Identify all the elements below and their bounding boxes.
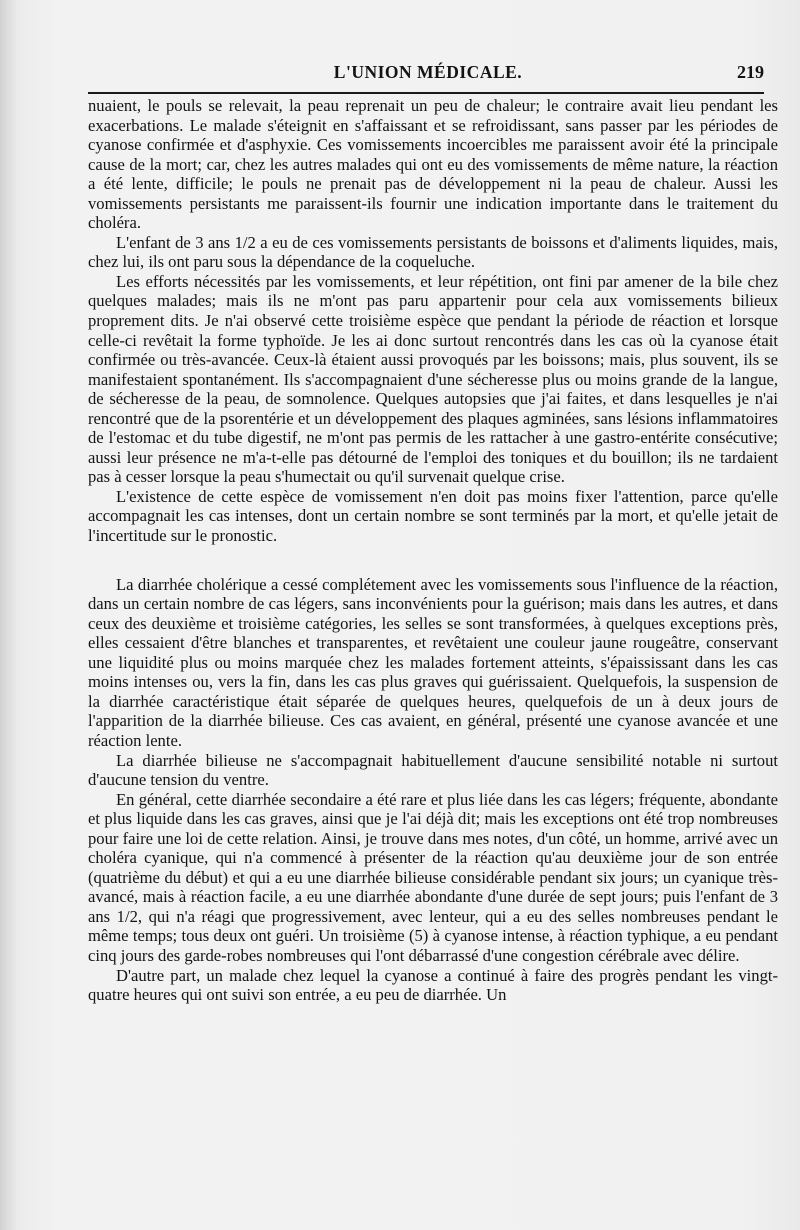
- paragraph: La diarrhée cholérique a cessé complétement avec les vomissements sous l'influence de la réaction, dans un certain nombre de cas légers, sans inconvénients pour la guérison; mais dans les autres, et dans ceux des deuxième et troisième catégories, les selles se sont transformées, à quelques exceptions près, elles cessaient d'être blanches et transparentes, et revêtaient une couleur jaune rougeâtre, conservant une liquidité plus ou moins marquée chez les malades fortement atteints, s'épaississant dans les cas moins intenses ou, vers la fin, dans les cas plus graves qui guérissaient. Quelquefois, la suspension de la diarrhée caractéristique était séparée de quelques heures, quelquefois de un à deux jours de l'apparition de la diarrhée bilieuse. Ces cas avaient, en général, présenté une cyanose avancée et une réaction lente.: [88, 574, 778, 750]
- paragraph: La diarrhée bilieuse ne s'accompagnait habituellement d'aucune sensibilité notable ni surtout d'aucune tension du ventre.: [88, 750, 778, 790]
- paragraph: nuaient, le pouls se relevait, la peau reprenait un peu de chaleur; le contraire avait lieu pendant les exacerbations. Le malade s'éteignit en s'affaissant et se refroidissant, sans passer par les périodes de cyanose confirmée et d'asphyxie. Ces vomissements incoercibles me paraissent avoir été la principale cause de la mort; car, chez les autres malades qui ont eu des vomissements de même nature, la réaction a été lente, difficile; le pouls ne prenait pas de développement ni la peau de chaleur. Aussi les vomissements persistants me paraissent-ils fournir une indication importante dans le traitement du choléra.: [88, 96, 778, 233]
- running-title: L'UNION MÉDICALE.: [333, 62, 523, 82]
- header-rule: [88, 92, 764, 94]
- paragraph: En général, cette diarrhée secondaire a été rare et plus liée dans les cas légers; fréquente, abondante et plus liquide dans les cas graves, ainsi que je l'ai déjà dit; mais les exceptions ont été trop nombreuses pour faire une loi de cette relation. Ainsi, je trouve dans mes notes, d'un côté, un homme, arrivé avec un choléra cyanique, qui n'a commencé à présenter de la réaction qu'au deuxième jour de son entrée (quatrième du début) et qui a eu une diarrhée bilieuse considérable pendant six jours; un cyanique très-avancé, mais à réaction facile, a eu une diarrhée abondante d'une durée de sept jours; puis l'enfant de 3 ans 1/2, qui n'a réagi que progressivement, avec lenteur, qui a eu des selles nombreuses pendant le même temps; tous deux ont guéri. Un troisième (5) à cyanose intense, à réaction typhique, a eu pendant cinq jours des garde-robes nombreuses qui l'ont débarrassé d'une congestion cérébrale avec délire.: [88, 789, 778, 965]
- paragraph: L'existence de cette espèce de vomissement n'en doit pas moins fixer l'attention, parce qu'elle accompagnait les cas intenses, dont un certain nombre se sont terminés par la mort, et qu'elle jetait de l'incertitude sur le pronostic.: [88, 486, 778, 546]
- page-number: 219: [737, 62, 764, 82]
- running-header: [88, 58, 768, 88]
- paragraph: L'enfant de 3 ans 1/2 a eu de ces vomissements persistants de boissons et d'aliments liquides, mais, chez lui, ils ont paru sous la dépendance de la coqueluche.: [88, 232, 778, 272]
- paragraph: D'autre part, un malade chez lequel la cyanose a continué à faire des progrès pendant les vingt-quatre heures qui ont suivi son entrée, a eu peu de diarrhée. Un: [88, 965, 778, 1005]
- body-text: [88, 96, 778, 1005]
- paragraph: Les efforts nécessités par les vomissements, et leur répétition, ont fini par amener de la bile chez quelques malades; mais ils ne m'ont pas paru appartenir pour cela aux vomissements bilieux proprement dits. Je n'ai observé cette troisième espèce que pendant la période de réaction et lorsque celle-ci revêtait la forme typhoïde. Je les ai donc surtout rencontrés dans les cas où la cyanose était confirmée ou très-avancée. Ceux-là étaient aussi provoqués par les boissons; mais, plus souvent, ils se manifestaient spontanément. Ils s'accompagnaient d'une sécheresse plus ou moins grande de la langue, de sécheresse de la peau, de somnolence. Quelques autopsies que j'ai faites, et dans lesquelles je n'ai rencontré que de la psorentérie et un développement des plaques agminées, sans lésions inflammatoires de l'estomac et du tube digestif, ne m'ont pas permis de les rattacher à une gastro-entérite consécutive; aussi leur présence ne m'a-t-elle pas détourné de l'emploi des toniques et du bouillon; ils ne tardaient pas à cesser lorsque la peau s'humectait ou qu'il survenait quelque crise.: [88, 271, 778, 487]
